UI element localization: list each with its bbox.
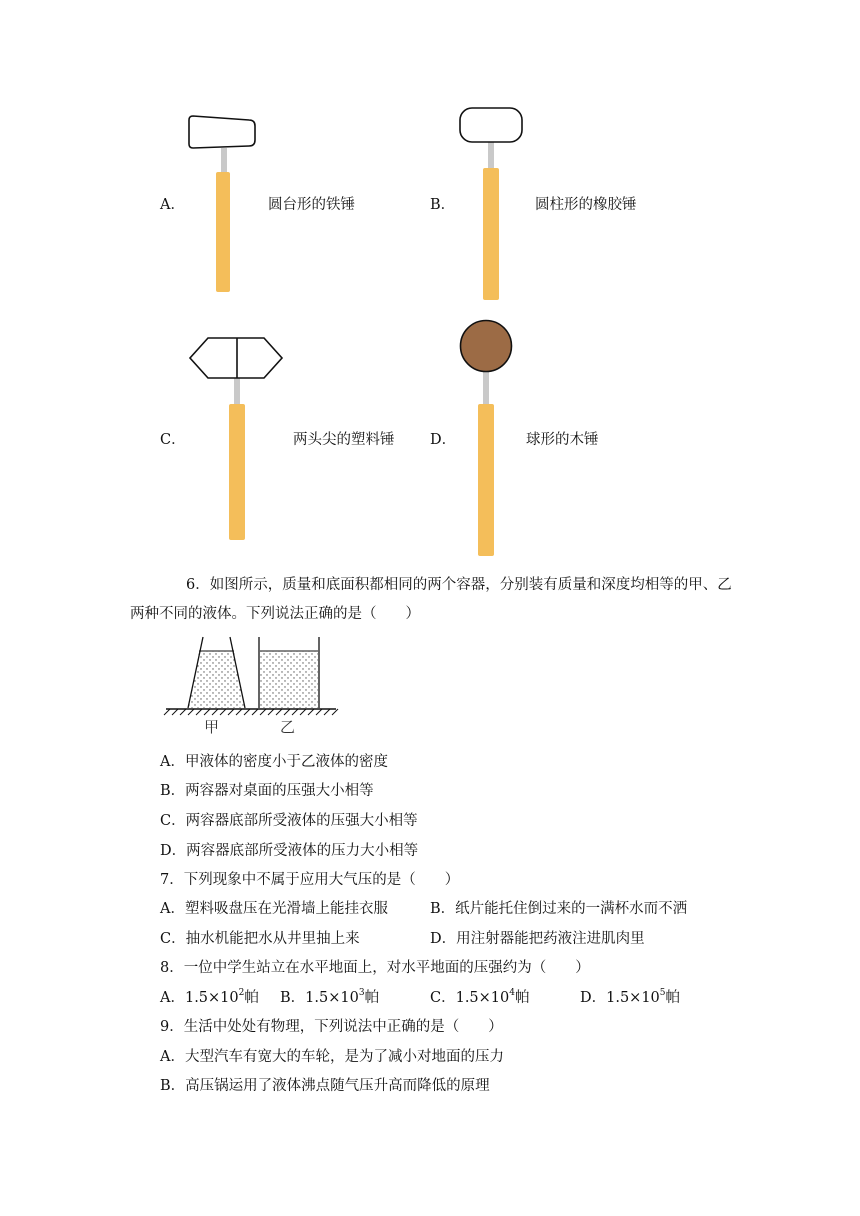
option-letter: D． <box>430 432 457 448</box>
question-stem: 8．一位中学生站立在水平地面上，对水平地面的压强约为（ ） <box>160 960 590 976</box>
option-a: A．塑料吸盘压在光滑墙上能挂衣服 <box>160 901 388 917</box>
question-stem-continued: 两种不同的液体。下列说法正确的是（ ） <box>130 606 420 622</box>
option-d: D．两容器底部所受液体的压力大小相等 <box>160 843 419 859</box>
option-label: 圆台形的铁锤 <box>268 197 355 213</box>
option-a: A．大型汽车有宽大的车轮，是为了减小对地面的压力 <box>160 1049 504 1065</box>
frustum-iron-hammer-icon <box>185 110 260 300</box>
option-d: D．用注射器能把药液注进肌肉里 <box>430 931 645 947</box>
option-b: B．两容器对桌面的压强大小相等 <box>160 783 374 799</box>
option-label: 两头尖的塑料锤 <box>293 432 395 448</box>
option-b: B．$1.5\times 10^3$帕 <box>280 988 380 1006</box>
option-letter: B． <box>430 197 456 213</box>
option-label: 圆柱形的橡胶锤 <box>535 197 637 213</box>
option-b: B．纸片能托住倒过来的一满杯水而不洒 <box>430 901 688 917</box>
option-letter: C． <box>160 432 186 448</box>
option-b: B．高压锅运用了液体沸点随气压升高而降低的原理 <box>160 1078 490 1094</box>
container-label-yi: 乙 <box>280 718 296 736</box>
containers-diagram <box>160 634 340 716</box>
option-a: A．甲液体的密度小于乙液体的密度 <box>160 754 388 770</box>
option-c: C．两容器底部所受液体的压强大小相等 <box>160 813 418 829</box>
pointed-plastic-hammer-icon <box>186 330 286 545</box>
option-letter: A． <box>160 197 185 213</box>
question-stem: 9．生活中处处有物理，下列说法中正确的是（ ） <box>160 1019 503 1035</box>
option-label: 球形的木锤 <box>526 432 599 448</box>
sphere-wood-hammer-icon <box>456 318 521 560</box>
cylinder-rubber-hammer-icon <box>455 104 530 304</box>
question-stem: 7．下列现象中不属于应用大气压的是（ ） <box>160 872 460 888</box>
option-d: D．$1.5\times 10^5$帕 <box>580 988 681 1006</box>
option-a: A．$1.5\times 10^2$帕 <box>160 988 259 1006</box>
option-c: C．抽水机能把水从井里抽上来 <box>160 931 360 947</box>
option-c: C．$1.5\times 10^4$帕 <box>430 988 530 1006</box>
question-stem: 6．如图所示，质量和底面积都相同的两个容器，分别装有质量和深度均相等的甲、乙 <box>186 577 732 593</box>
container-label-jia: 甲 <box>204 718 220 736</box>
